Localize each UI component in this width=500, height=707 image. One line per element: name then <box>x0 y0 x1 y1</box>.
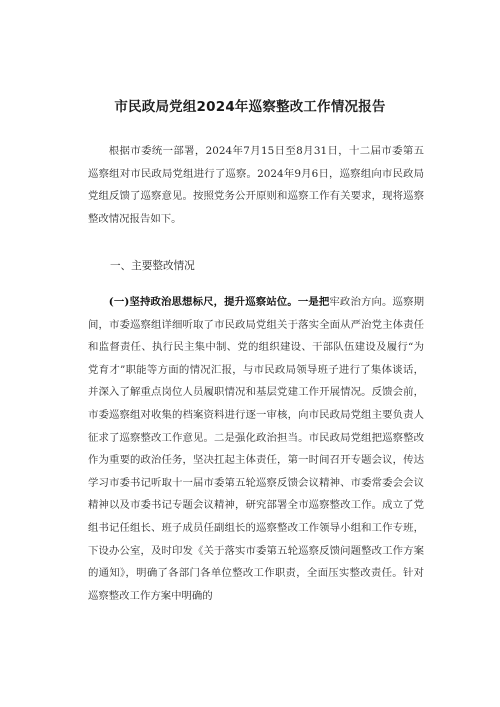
intro-paragraph: 根据市委统一部署，2024年7月15日至8月31日，十二届市委第五巡察组对市民政局党组进行了巡察。2024年9月6日，巡察组向市民政局党组反馈了巡察意见。按照党务公开原则和巡察工作有关要求，现将巡察整改情况报告如下。 <box>88 145 424 225</box>
section-1-paragraph <box>88 291 424 631</box>
document-title: 市民政局党组2024年巡察整改工作情况报告 <box>114 99 386 115</box>
section-1-lead: (一)坚持政治思想标尺，提升巡察站位。一是把 <box>108 296 330 308</box>
section-1-body: 牢政治方向。巡察期间，市委巡察组详细听取了市民政局党组关于落实全面从严治党主体责任和监督责任、执行民主集中制、党的组织建设、干部队伍建设及履行“为党育才”职能等方面的情况汇报，与市民政局领导班子进行了集体谈话，并深入了解重点岗位人员履职情况和基层党建工作开展情况。反馈会前，市委巡察组对收集的档案资料进行逐一审核，向市民政局党组主要负责人征求了巡察整改工作意见。二是强化政治担当。市民政局党组把巡察整改作为重要的政治任务，坚决扛起主体责任，第一时间召开专题会议，传达学习市委书记听取十一届市委第五轮巡察反馈会议精神、市委常委会会议精神以及市委书记专题会议精神，研究部署全市巡察整改工作。成立了党组书记任组长、班子成员任副组长的巡察整改工作领导小组和工作专班，下设办公室，及时印发《关于落实市委第五轮巡察反馈问题整改工作方案的通知》，明确了各部门各单位整改工作职责，全面压实整改责任。针对巡察整改工作方案中明确的 <box>88 296 424 602</box>
section-heading: 一、主要整改情况 <box>110 260 195 272</box>
